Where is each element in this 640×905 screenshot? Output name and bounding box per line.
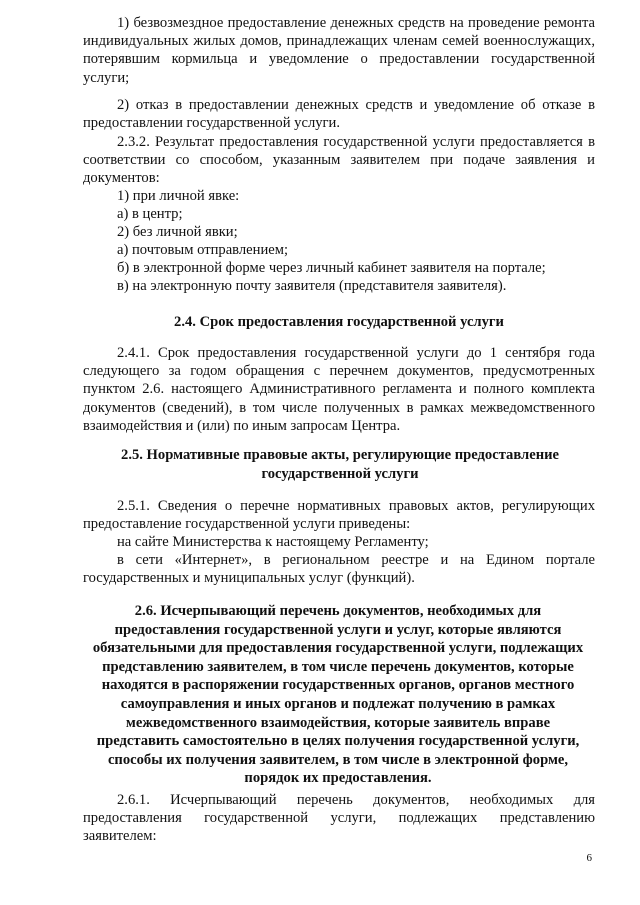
list-item: б) в электронной форме через личный кабинет заявителя на портале;: [117, 260, 546, 276]
section-heading-2-6: 2.6. Исчерпывающий перечень документов, необходимых для предоставления государственной услуги и услуг, которые являются обязательными для предоставления государственной услуги, подлежащих представлению заявителем, в том числе перечень документов, которые находятся в распоряжении государственных органов, органов местного самоуправления и иных органов и подлежат получению в рамках межведомственного взаимодействия, которые заявитель вправе представить самостоятельно в целях получения государственной услуги, способы их получения заявителем, в том числе в электронной форме, порядок их предоставления.: [92, 603, 584, 787]
list-item: в) на электронную почту заявителя (представителя заявителя).: [117, 278, 507, 294]
list-item: а) в центр;: [117, 206, 183, 222]
list-item: а) почтовым отправлением;: [117, 242, 289, 258]
paragraph-2-3-2: 2.3.2. Результат предоставления государственной услуги предоставляется в соответствии со способом, указанным заявителем при подаче заявления и документов:: [83, 134, 595, 187]
paragraph-2-5-1: 2.5.1. Сведения о перечне нормативных правовых актов, регулирующих предоставление государственной услуги приведены:: [83, 498, 595, 533]
page-number: 6: [586, 852, 592, 864]
paragraph-result-1: 1) безвозмездное предоставление денежных средств на проведение ремонта индивидуальных жилых домов, принадлежащих членам семей военнослужащих, потерявшим кормильца и уведомление о предоставлении государственной услуги;: [83, 15, 595, 86]
paragraph-2-4-1: 2.4.1. Срок предоставления государственной услуги до 1 сентября года следующего за годом обращения с перечнем документов, предусмотренных пунктом 2.6. настоящего Административного регламента и полного комплекта документов (сведений), в том числе полученных в рамках межведомственного взаимодействия и (или) по иным запросам Центра.: [83, 345, 595, 434]
paragraph-internet: в сети «Интернет», в региональном реестре и на Едином портале государственных и муниципальных услуг (функций).: [83, 552, 595, 587]
paragraph-ministry-site: на сайте Министерства к настоящему Регламенту;: [117, 534, 429, 550]
list-item: 2) без личной явки;: [117, 224, 238, 240]
section-heading-2-4: 2.4. Срок предоставления государственной услуги: [174, 314, 504, 330]
paragraph-result-2: 2) отказ в предоставлении денежных средств и уведомление об отказе в предоставлении государственной услуги.: [83, 97, 595, 132]
paragraph-2-6-1: 2.6.1. Исчерпывающий перечень документов, необходимых для предоставления государственной услуги, подлежащих представлению заявителем:: [83, 792, 595, 845]
section-heading-2-5: 2.5. Нормативные правовые акты, регулирующие предоставление государственной услуги: [121, 447, 559, 482]
list-item: 1) при личной явке:: [117, 188, 240, 204]
